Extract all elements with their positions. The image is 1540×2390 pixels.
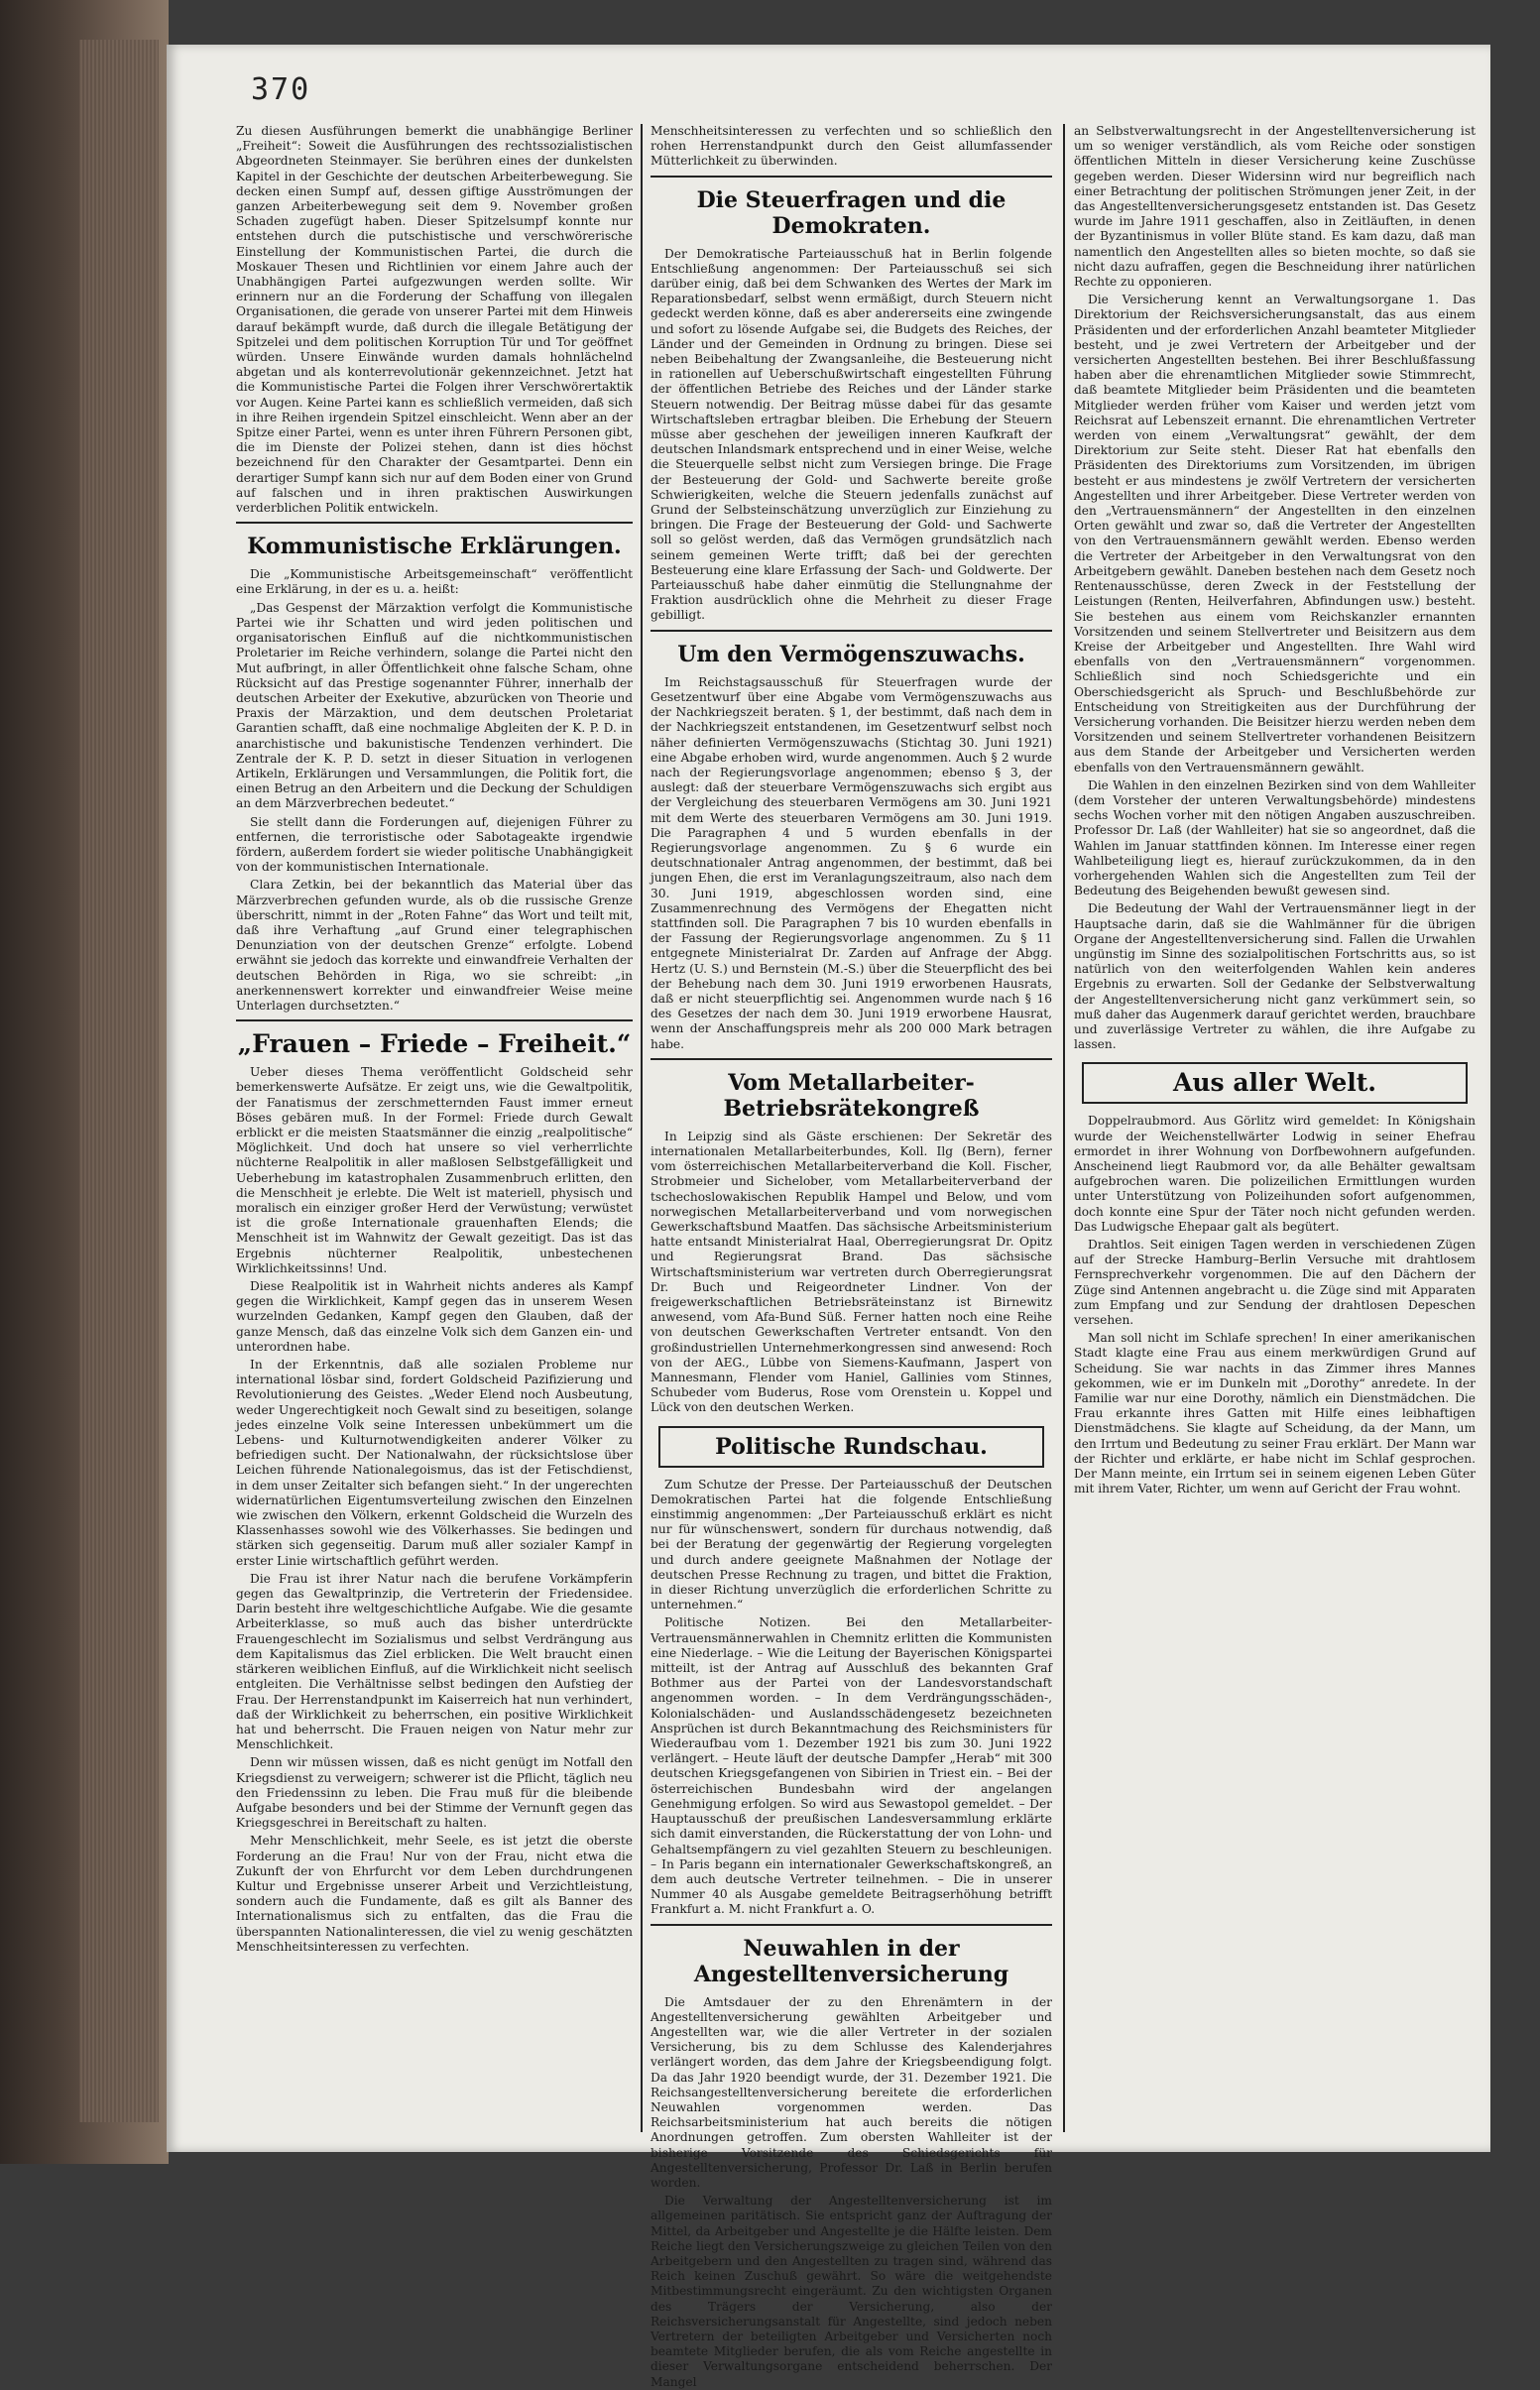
article-paragraph: Sie stellt dann die Forderungen auf, diejenigen Führer zu entfernen, die terroristische oder Sabotageakte irgendwie fördern, außerdem fordert sie wieder politische Unabhängigkeit von der kommunistischen Internationale. — [236, 814, 633, 875]
article-paragraph: Die Frau ist ihrer Natur nach die berufene Vorkämpferin gegen das Gewaltprinzip, die Vertreterin der Friedensidee. Darin besteht ihre weltgeschichtliche Aufgabe. Wie die gesamte Arbeiterklasse, so muß auch das bisher unterdrückte Frauengeschlecht im Sozialismus und selbst Verdrängung aus dem Kapitalismus das Ziel erblicken. Die Welt braucht einen stärkeren weiblichen Einfluß, auf die Wirklichkeit nicht seelisch entgleiten. Die Verhältnisse selbst bedingen den Aufstieg der Frau. Der Herrenstandpunkt im Kaiserreich hat nun verhindert, daß der Wirklichkeit zu beherrschen, ein positive Wirklichkeit hat und beherrscht. Die Frauen neigen von Natur mehr zur Menschlichkeit. — [236, 1571, 633, 1752]
article-paragraph: Politische Notizen. Bei den Metallarbeiter-Vertrauensmännerwahlen in Chemnitz erlitten die Kommunisten eine Niederlage. – Wie die Leitung der Bayerischen Königspartei mitteilt, ist der Antrag auf Ausschluß des bekannten Graf Bothmer aus der Partei von der Landesvorstandschaft angenommen worden. – In dem Verdrängungsschäden-, Kolonialschäden- und Auslandsschädengesetz bezeichneten Ansprüchen ist durch Bekanntmachung des Reichsministers für Wiederaufbau vom 1. Dezember 1921 bis zum 30. Juni 1922 verlängert. – Heute läuft der deutsche Dampfer „Herab“ mit 300 deutschen Kriegsgefangenen von Sibirien in Triest ein. – Bei der österreichischen Bundesbahn wird der angelangen Genehmigung erfolgen. So wird aus Sewastopol gemeldet. – Der Hauptausschuß der preußischen Landesversammlung erklärte sich damit einverstanden, die Rückerstattung der von Lohn- und Gehaltsempfängern zu viel gezahlten Steuern zu beschleunigen. – In Paris begann ein internationaler Gewerkschaftskongreß, an dem auch deutsche Vertreter teilnehmen. – Die in unserer Nummer 40 als Ausgabe gemeldete Beitragserhöhung betrifft Frankfurt a. M. nicht Frankfurt a. O. — [651, 1615, 1052, 1917]
article-paragraph: an Selbstverwaltungsrecht in der Angestelltenversicherung ist um so weniger verständlich, als vom Reiche oder sonstigen öffentlichen Mitteln in dieser Versicherung keine Zuschüsse gegeben werden. Dieser Widersinn wird nur begreiflich nach einer Betrachtung der politischen Strömungen jener Zeit, in der das Angestelltenversicherungsgesetz entstanden ist. Das Gesetz wurde im Jahre 1911 geschaffen, also in Zeitläuften, in denen der Byzantinismus in voller Blüte stand. Es kam dazu, daß man namentlich den Angestellten alles so bieten mochte, so daß sie nicht dazu aufraffen, gegen die Beschneidung ihrer natürlichen Rechte zu opponieren. — [1074, 124, 1476, 290]
column-1 — [236, 124, 633, 2134]
article-paragraph: Zum Schutze der Presse. Der Parteiausschuß der Deutschen Demokratischen Partei hat die folgende Entschließung einstimmig angenommen: „Der Parteiausschuß erklärt es nicht nur für wünschenswert, sondern für durchaus notwendig, daß bei der Beratung der gegenwärtig der Regierung vorgelegten und durch andere geeignete Maßnahmen der Notlage der deutschen Presse Rechnung zu tragen, und bittet die Fraktion, in dieser Richtung unverzüglich die erforderlichen Schritte zu unternehmen.“ — [651, 1477, 1052, 1613]
divider — [236, 522, 633, 524]
divider — [236, 1019, 633, 1021]
page-number: 370 — [251, 72, 311, 107]
divider — [651, 1924, 1052, 1926]
article-paragraph: Im Reichstagsausschuß für Steuerfragen wurde der Gesetzentwurf über eine Abgabe vom Vermögenszuwachs aus der Nachkriegszeit beraten. § 1, der bestimmt, daß nach dem in der Nachkriegszeit entstandenen, im Gesetzentwurf selbst noch näher definierten Vermögenszuwachs (Stichtag 30. Juni 1921) eine Abgabe erhoben wird, wurde angenommen. Auch § 2 wurde nach der Regierungsvorlage angenommen; ebenso § 3, der auslegt: daß der steuerbare Vermögenszuwachs sich ergibt aus der Vergleichung des steuerbaren Vermögens am 30. Juni 1921 mit dem Werte des steuerbaren Vermögens am 30. Juni 1919. Die Paragraphen 4 und 5 wurden ebenfalls in der Regierungsvorlage angenommen. Zu § 6 wurde ein deutschnationaler Antrag angenommen, der bestimmt, daß bei jungen Ehen, die erst im Veranlagungszeitraum, also nach dem 30. Juni 1919, abgeschlossen worden sind, eine Zusammenrechnung des Vermögens der Ehegatten nicht stattfinden soll. Die Paragraphen 7 bis 10 wurden ebenfalls in der Fassung der Regierungsvorlage angenommen. Zu § 11 entgegnete Ministerialrat Dr. Zarden auf Anfrage der Abgg. Hertz (U. S.) und Bernstein (M.-S.) über die Steuerpflicht des bei der Behebung nach dem 30. Juni 1919 erworbenen Hausrats, daß er nicht steuerpflichtig sei. Angenommen wurde nach § 16 des Gesetzes der nach dem 30. Juni 1919 erworbene Hausrat, wenn der Anschaffungspreis mehr als 200 000 Mark betragen habe. — [651, 674, 1052, 1051]
article-paragraph: Clara Zetkin, bei der bekanntlich das Material über das Märzverbrechen gefunden wurde, als ob die russische Grenze überschritt, nimmt in der „Roten Fahne“ das Wort und teilt mit, daß ihre Verhaftung „auf Grund einer telegraphischen Denunziation von der deutschen Grenze“ erfolgte. Lobend erwähnt sie jedoch das korrekte und einwandfreie Verhalten der deutschen Behörden in Riga, wo sie schreibt: „in anerkennenswert korrekter und einwandfreier Weise meine Unterlagen durchsetzten.“ — [236, 878, 633, 1013]
article-paragraph: Man soll nicht im Schlafe sprechen! In einer amerikanischen Stadt klagte eine Frau aus einem merkwürdigen Grund auf Scheidung. Sie war nachts in das Zimmer ihres Mannes gekommen, wie er im Dunkeln mit „Dorothy“ anredete. In der Familie war nur eine Dorothy, nämlich ein Dienstmädchen. Die Frau erkannte ihres Gatten mit Hilfe eines leibhaftigen Dienstmädchens. Sie klagte auf Scheidung, da der Mann, um den Irrtum und Bedeutung zu seiner Frau erklärt. Der Mann war der Richter und erklärte, er habe nicht im Schlaf gesprochen. Der Mann meinte, ein Irrtum sei in seinem eigenen Leben Güter mit ihrem Vater, Richter, um wenn auf Gericht der Frau wohnt. — [1074, 1331, 1476, 1496]
divider — [651, 176, 1052, 178]
binding-stripes — [79, 40, 159, 2122]
column-3 — [1074, 124, 1476, 2134]
article-paragraph: Doppelraubmord. Aus Görlitz wird gemeldet: In Königshain wurde der Weichenstellwärter Lodwig in seiner Ehefrau ermordet in ihrer Wohnung von Dorfbewohnern aufgefunden. Anscheinend liegt Raubmord vor, da alle Behälter gewaltsam aufgebrochen waren. Die polizeilichen Ermittlungen wurden unter Unterstützung von Polizeihunden sofort aufgenommen, doch konnte eine Spur der Täter noch nicht gefunden werden. Das Ludwigsche Ehepaar galt als begütert. — [1074, 1114, 1476, 1234]
headline-politische-rundschau: Politische Rundschau. — [658, 1426, 1044, 1468]
newspaper-page — [167, 45, 1490, 2389]
article-paragraph: Die „Kommunistische Arbeitsgemeinschaft“ veröffentlicht eine Erklärung, in der es u. a. heißt: — [236, 567, 633, 597]
column-rule-1 — [641, 124, 643, 2132]
column-rule-2 — [1063, 124, 1065, 2132]
headline-neuwahlen: Neuwahlen in der Angestelltenversicherung — [693, 1935, 1009, 1987]
article-paragraph: Zu diesen Ausführungen bemerkt die unabhängige Berliner „Freiheit“: Soweit die Ausführungen des rechtssozialistischen Abgeordneten Steinmayer. Sie berühren eines der dunkelsten Kapitel in der Geschichte der deutschen Arbeiterbewegung. Sie decken einen Sumpf auf, dessen giftige Ausströmungen der ganzen Arbeiterbewegung seit dem 9. November großen Schaden zugefügt haben. Dieser Spitzelsumpf konnte nur entstehen durch die putschistische und verschwörerische Einstellung der Kommunistischen Partei, die durch die Moskauer Thesen und Richtlinien vor einem Jahre auch der Unabhängigen Partei aufgezwungen werden sollte. Wir erinnern nur an die Forderung der Schaffung von illegalen Organisationen, die gerade von unserer Partei mit dem Hinweis darauf bekämpft wurde, daß durch die illegale Betätigung der Spitzelei und dem politischen Korruption Tür und Tor geöffnet würden. Unsere Einwände wurden damals hohnlächelnd abgetan und als konterrevolutionär gekennzeichnet. Jetzt hat die Kommunistische Partei die Folgen ihrer Verschwörertaktik vor Augen. Keine Partei kann es schließlich vermeiden, daß sich in ihre Reihen irgendein Spitzel einschleicht. Wenn aber an der Spitze einer Partei, wenn es unter ihren Führern Personen gibt, die im Dienste der Polizei stehen, dann ist dies höchst bezeichnend für den Charakter der Gesamtpartei. Denn ein derartiger Sumpf kann sich nur auf dem Boden einer von Grund auf falschen und in ihren praktischen Auswirkungen verderblichen Politik entwickeln. — [236, 124, 633, 516]
column-2 — [651, 124, 1052, 2389]
article-paragraph: Der Demokratische Parteiausschuß hat in Berlin folgende Entschließung angenommen: Der Parteiausschuß sei sich darüber einig, daß bei dem Schwanken des Wertes der Mark im Reparationsbedarf, selbst wenn ermäßigt, durch Steuern nicht gedeckt werden könne, daß es aber andererseits eine zwingende und sofort zu lösende Aufgabe sei, die Budgets des Reiches, der Länder und der Gemeinden in Ordnung zu bringen. Diese sei neben Beibehaltung der Zwangsanleihe, die Besteuerung nicht in rationellen auf Ueberschußwirtschaft eingestellten Führung der öffentlichen Betriebe des Reiches und der Länder starke Steuern notwendig. Der Beitrag müsse dabei für das gesamte Wirtschaftsleben ertragbar bleiben. Die Erhebung der Steuern müsse aber geschehen der jeweiligen inneren Kaufkraft der deutschen Inlandsmark entsprechend und in einer Weise, welche die Steuerquelle selbst nicht zum Versiegen bringe. Die Frage der Besteuerung der Gold- und Sachwerte bereite große Schwierigkeiten, welche die Steuern jedenfalls zunächst auf Grund der Selbsteinschätzung unverzüglich zur Einziehung zu bringen. Die Frage der Besteuerung der Gold- und Sachwerte soll so gelöst werden, daß das Vermögen grundsätzlich nach seinem gemeinen Werte trifft; daß bei der gerechten Besteuerung eine klare Erfassung der Sach- und Goldwerte. Der Parteiausschuß habe daher einmütig die Stellungnahme der Fraktion ausdrücklich ohne die Mehrheit zu dieser Frage gebilligt. — [651, 246, 1052, 623]
article-paragraph: In der Erkenntnis, daß alle sozialen Probleme nur international lösbar sind, fordert Goldscheid Pazifizierung und Revolutionierung des Geistes. „Weder Elend noch Ausbeutung, weder Ungerechtigkeit noch Gewalt sind zu beseitigen, solange jedes einzelne Volk seine Interessen unbekümmert um die Lebens- und Kulturnotwendigkeiten anderer Völker zu befriedigen sucht. Der Nationalwahn, der rücksichtslose über Leichen führende Nationalegoismus, das ist der Fetischdienst, in dem unser Zeitalter sich befangen sieht.“ In der ungerechten widernatürlichen Eigentumsverteilung zwischen den Einzelnen wie zwischen den Völkern, erkennt Goldscheid die Wurzeln des Klassenhasses sowohl wie des Völkerhasses. Sie bedingen und stärken sich gegenseitig. Darum muß aller sozialer Kampf in erster Linie wirtschaftlich geführt werden. — [236, 1358, 633, 1568]
divider — [651, 1058, 1052, 1060]
headline-aus-aller-welt: Aus aller Welt. — [1082, 1062, 1468, 1104]
article-paragraph: Denn wir müssen wissen, daß es nicht genügt im Notfall den Kriegsdienst zu verweigern; schwerer ist die Pflicht, täglich neu den Friedenssinn zu leben. Die Frau muß für die bleibende Aufgabe besonders und bei der Stimme der Vernunft gegen das Kriegsgeschrei in Bereitschaft zu halten. — [236, 1755, 633, 1831]
article-paragraph: „Das Gespenst der Märzaktion verfolgt die Kommunistische Partei wie ihr Schatten und wird jeden politischen und organisatorischen Einfluß auf die nichtkommunistischen Proletarier im Reiche verhindern, solange die Partei nicht den Mut aufbringt, in aller Öffentlichkeit ohne falsche Scham, ohne Rücksicht auf das Prestige sogenannter Führer, innerhalb der deutschen Arbeiter der Exekutive, abzurücken von Theorie und Praxis der Märzaktion, und dem deutschen Proletariat Garantien schafft, daß eine nochmalige Abgleiten der K. P. D. in anarchistische und bakunistische Tendenzen verhindert. Die Zentrale der K. P. D. setzt in dieser Situation in verlogenen Artikeln, Erklärungen und Versammlungen, die Politik fort, die einen Betrug an den Arbeitern und die Deckung der Schuldigen an dem Märzverbrechen bedeutet.“ — [236, 600, 633, 811]
article-paragraph: Drahtlos. Seit einigen Tagen werden in verschiedenen Zügen auf der Strecke Hamburg–Berlin Versuche mit drahtlosem Fernsprechverkehr vorgenommen. Die auf den Dächern der Züge sind Antennen angebracht u. die Züge sind mit Apparaten zum Empfang und zur Sendung der drahtlosen Depeschen versehen. — [1074, 1238, 1476, 1328]
article-paragraph: Mehr Menschlichkeit, mehr Seele, es ist jetzt die oberste Forderung an die Frau! Nur von der Frau, nicht etwa die Zukunft der von Ehrfurcht vor dem Leben durchdrungenen Kultur und Ergebnisse unserer Arbeit und Verzichtleistung, sondern auch die Fundamente, daß es gilt als Banner des Internationalismus sich zu entfalten, das die Frau die überspannten Nationalinteressen, die viel zu wenig geschätzten Menschheitsinteressen zu verfechten. — [236, 1834, 633, 1954]
article-paragraph: Die Verwaltung der Angestelltenversicherung ist im allgemeinen paritätisch. Sie entspricht ganz der Auftragung der Mittel, da Arbeitgeber und Angestellte je die Hälfte leisten. Dem Reiche liegt den Versicherungszweige zu gleichen Teilen von den Arbeitgebern und den Angestellten zu tragen sind, während das Reich keinen Zuschuß gewährt. So wäre die weitgehendste Mitbestimmungsrecht eingeräumt. Zu den wichtigsten Organen des Trägers der Versicherung, also der Reichsversicherungsanstalt für Angestellte, sind jedoch neben Vertretern der beteiligten Arbeitgeber und Versicherten noch beamtete Mitglieder berufen, die als vom Reiche angestellte in dieser Verwaltungsorgane entscheidend beherrschen. Der Mangel — [651, 2194, 1052, 2389]
headline-steuerfragen: Die Steuerfragen und die Demokraten. — [696, 186, 1007, 239]
divider — [651, 630, 1052, 632]
article-paragraph: Ueber dieses Thema veröffentlicht Goldscheid sehr bemerkenswerte Aufsätze. Er zeigt uns, wie die Gewaltpolitik, der Fanatismus der zerschmetternden Faust immer erneut Böses gebären muß. In der Formel: Friede durch Gewalt erblickt er die meisten Staatsmänner die einzig „realpolitische“ Möglichkeit. Und doch hat unsere so viel verherrlichte nüchterne Realpolitik in aller maßlosen Selbstgefälligkeit und Ueberhebung im katastrophalen Zusammenbruch erlitten, den die Menschheit je erlebte. Die Welt ist materiell, physisch und moralisch ein einziger großer Herd der Verwüstung; verwüstet ist die große Internationale grauenhaften Elends; die Menschheit ist im Wahnwitz der Gewalt gezeitigt. Das ist das Ergebnis nüchterner Realpolitik, unbestechenen Wirklichkeitssinns! Und. — [236, 1065, 633, 1275]
article-paragraph: Die Bedeutung der Wahl der Vertrauensmänner liegt in der Hauptsache darin, daß sie die Wahlmänner für die übrigen Organe der Angestelltenversicherung sind. Fallen die Urwahlen ungünstig im Sinne des sozialpolitischen Fortschritts aus, so ist natürlich von den weiterfolgenden Wahlen kein anderes Ergebnis zu erwarten. Soll der Gedanke der Selbstverwaltung der Angestelltenversicherung nicht ganz verkümmert sein, so muß daher das Augenmerk darauf gerichtet werden, brauchbare und zuverlässige Vertreter zu wählen, die ihre Aufgabe zu lassen. — [1074, 901, 1476, 1052]
article-paragraph: In Leipzig sind als Gäste erschienen: Der Sekretär des internationalen Metallarbeiterbundes, Koll. Ilg (Bern), ferner vom österreichischen Metallarbeiterverband die Koll. Fischer, Strobmeier und Sichelober, vom Metallarbeiterverband der tschechoslowakischen Republik Hampel und Below, und vom norwegischen Metallarbeiterverband und vom norwegischen Gewerkschaftsbund Maatfen. Das sächsische Arbeitsministerium hatte entsandt Ministerialrat Haal, Oberregierungsrat Dr. Opitz und Regierungsrat Brand. Das sächsische Wirtschaftsministerium war vertreten durch Oberregierungsrat Dr. Buch und Reigeordneter Lindner. Von der freigewerkschaftlichen Betriebsräteinstanz ist Birnewitz anwesend, vom Afa-Bund Süß. Ferner hatten noch eine Reihe von deutschen Gewerkschaften Vertreter entsandt. Von den großindustriellen Unternehmerkongressen sind anwesend: Roch von der AEG., Lübbe von Siemens-Kaufmann, Jaspert von Mannesmann, Flender vom Haniel, Gallinies vom Stinnes, Schubeder vom Buderus, Rose vom Orenstein u. Koppel und Lück von den deutschen Werken. — [651, 1129, 1052, 1415]
headline-kommunistische-erklaerungen: Kommunistische Erklärungen. — [247, 534, 622, 560]
headline-metallarbeiter: Vom Metallarbeiter-Betriebsrätekongreß — [723, 1069, 980, 1122]
headline-vermoegenszuwachs: Um den Vermögenszuwachs. — [677, 641, 1025, 667]
book-binding — [0, 0, 169, 2164]
article-paragraph: Die Versicherung kennt an Verwaltungsorgane 1. Das Direktorium der Reichsversicherungsanstalt, das aus einem Präsidenten und der erforderlichen Anzahl beamteter Mitglieder besteht, und je zwei Vertretern der Arbeitgeber und der versicherten Angestellten bestehen. Bei ihrer Beschlußfassung haben aber die ehrenamtlichen Mitglieder sowie Stimmrecht, daß beamtete Mitglieder beim Präsidenten und die beamteten Mitglieder werden früher vom Kaiser und werden jetzt vom Reichsrat auf Lebenszeit ernannt. Die ehrenamtlichen Vertreter werden von einem „Verwaltungsrat“ gewählt, der dem Direktorium zur Seite steht. Dieser Rat hat ebenfalls den Präsidenten des Direktoriums zum Vorsitzenden, im übrigen besteht er aus mindestens je zwölf Vertretern der versicherten Angestellten und ihrer Arbeitgeber. Diese Vertreter werden von den „Vertrauensmännern“ der Angestellten in den einzelnen Orten gewählt und zwar so, daß die Vertreter der Angestellten von den Vertrauensmännern gewählt werden. Ebenso werden die Vertreter der Arbeitgeber in den Verwaltungsrat von den Arbeitgebern gewählt. Daneben bestehen nach dem Gesetz noch Rentenausschüsse, deren Zweck in der Feststellung der Leistungen (Renten, Heilverfahren, Abfindungen usw.) besteht. Sie bestehen aus einem vom Reichskanzler ernannten Vorsitzenden und seinem Stellvertreter und Beisitzern aus dem Kreise der Arbeitgeber und Angestellten. Ihre Wahl wird ebenfalls von den „Vertrauensmännern“ vorgenommen. Schließlich sind noch Schiedsgerichte und ein Oberschiedsgericht als Spruch- und Beschlußbehörde zur Entscheidung von Streitigkeiten aus der Durchführung der Versicherung vorhanden. Die Beisitzer hierzu werden neben dem Vorsitzenden und seinem Stellvertreter vorhandenen Beisitzern aus dem Stande der Arbeitgeber und Versicherten werden ebenfalls von den Vertrauensmännern gewählt. — [1074, 293, 1476, 775]
article-paragraph: Die Amtsdauer der zu den Ehrenämtern in der Angestelltenversicherung gewählten Arbeitgeber und Angestellten war, wie die aller Vertreter in der sozialen Versicherung, bis zu dem Schlusse des Kalenderjahres verlängert worden, das dem Jahre der Kriegsbeendigung folgt. Da das Jahr 1920 beendigt wurde, der 31. Dezember 1921. Die Reichsangestelltenversicherung bereitete die erforderlichen Neuwahlen vorgenommen werden. Das Reichsarbeitsministerium hat auch bereits die nötigen Anordnungen getroffen. Zum obersten Wahlleiter ist der bisherige Vorsitzende des Schiedsgerichts für Angestelltenversicherung, Professor Dr. Laß in Berlin berufen worden. — [651, 1994, 1052, 2190]
article-paragraph: Menschheitsinteressen zu verfechten und so schließlich den rohen Herrenstandpunkt durch den Geist allumfassender Mütterlichkeit zu überwinden. — [651, 124, 1052, 169]
article-paragraph: Diese Realpolitik ist in Wahrheit nichts anderes als Kampf gegen die Wirklichkeit, Kampf gegen das in unserem Wesen wurzelnden Gedanken, Kampf gegen den Glauben, daß der ganze Mensch, daß das einzelne Volk sich dem Ganzen ein- und unterordnen habe. — [236, 1279, 633, 1354]
article-paragraph: Die Wahlen in den einzelnen Bezirken sind von dem Wahlleiter (dem Vorsteher der unteren Verwaltungsbehörde) mindestens sechs Wochen vorher mit den nötigen Angaben auszuschreiben. Professor Dr. Laß (der Wahlleiter) hat sie so angeordnet, daß die Wahlen im Januar stattfinden können. Im Interesse einer regen Wahlbeteiligung liegt es, hierauf zurückzukommen, da in den vorhergehenden Wahlen sich die Angestellten zum Teil der Bedeutung des Beigehenden bewußt gewesen sind. — [1074, 777, 1476, 898]
headline-frauen-friede-freiheit: „Frauen – Friede – Freiheit.“ — [237, 1029, 632, 1059]
